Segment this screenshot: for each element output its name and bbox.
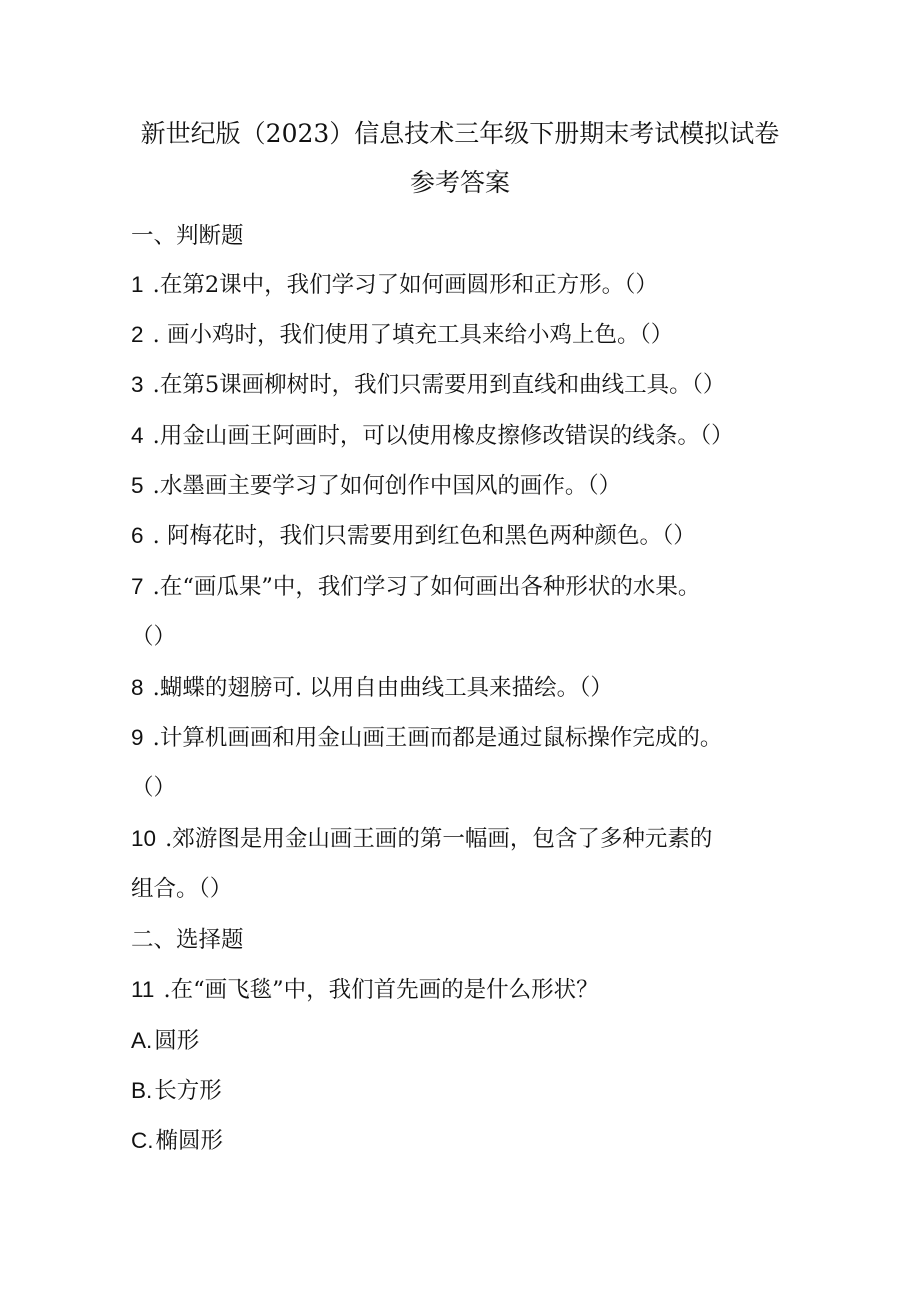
question-2 xyxy=(131,320,673,350)
question-text: . 阿梅花时，我们只需要用到红色和黑色两种颜色。（） xyxy=(145,523,696,549)
question-10-continuation: 组合。（） xyxy=(131,876,233,902)
section-heading-true-false: 一、判断题 xyxy=(131,223,244,249)
question-number: 7 xyxy=(131,574,144,599)
question-number: 4 xyxy=(131,423,144,448)
question-text: .计算机画画和用金山画王画而都是通过鼠标操作完成的。 xyxy=(145,725,723,751)
question-10 xyxy=(131,824,712,854)
question-7 xyxy=(131,572,700,602)
question-4 xyxy=(131,421,734,451)
question-text: .郊游图是用金山画王画的第一幅画，包含了多种元素的 xyxy=(158,826,713,852)
question-number: 9 xyxy=(131,725,144,750)
document-subtitle: 参考答案 xyxy=(409,168,510,197)
question-5 xyxy=(131,471,621,501)
question-number: 1 xyxy=(131,272,144,297)
question-6 xyxy=(131,521,696,551)
question-number: 5 xyxy=(131,473,144,498)
question-number: 6 xyxy=(131,523,144,548)
question-number: 11 xyxy=(131,977,155,1002)
question-number: 3 xyxy=(131,372,144,397)
question-text: . 画小鸡时，我们使用了填充工具来给小鸡上色。（） xyxy=(145,322,674,348)
question-3 xyxy=(131,370,725,400)
question-text: .在“画瓜果”中，我们学习了如何画出各种形状的水果。 xyxy=(145,574,701,600)
question-text: .用金山画王阿画时，可以使用橡皮擦修改错误的线条。（） xyxy=(145,423,734,449)
option-text: 长方形 xyxy=(154,1078,222,1104)
question-number: 2 xyxy=(131,322,144,347)
option-b xyxy=(131,1076,222,1106)
option-letter: B. xyxy=(131,1078,153,1103)
question-8 xyxy=(131,673,613,703)
question-text: .在第2课中，我们学习了如何画圆形和正方形。（） xyxy=(145,272,658,298)
option-letter: A. xyxy=(131,1028,153,1053)
document-title: 新世纪版（2023）信息技术三年级下册期末考试模拟试卷 xyxy=(140,119,780,148)
question-text: .在“画飞毯”中，我们首先画的是什么形状？ xyxy=(156,977,599,1003)
question-9-continuation: （） xyxy=(131,775,177,801)
question-number: 8 xyxy=(131,675,144,700)
question-text: .在第5课画柳树时，我们只需要用到直线和曲线工具。（） xyxy=(145,372,726,398)
question-1 xyxy=(131,270,658,300)
section-heading-multiple-choice: 二、选择题 xyxy=(131,927,244,953)
question-text: .蝴蝶的翅膀可. 以用自由曲线工具来描绘。（） xyxy=(145,675,613,701)
option-a xyxy=(131,1026,199,1056)
question-7-continuation: （） xyxy=(131,624,177,650)
option-c xyxy=(131,1126,223,1156)
question-text: .水墨画主要学习了如何创作中国风的画作。（） xyxy=(145,473,622,499)
option-text: 椭圆形 xyxy=(155,1128,224,1154)
option-text: 圆形 xyxy=(154,1028,200,1054)
question-11 xyxy=(131,975,599,1005)
option-letter: C. xyxy=(131,1128,154,1153)
question-number: 10 xyxy=(131,826,157,851)
question-9 xyxy=(131,723,722,753)
